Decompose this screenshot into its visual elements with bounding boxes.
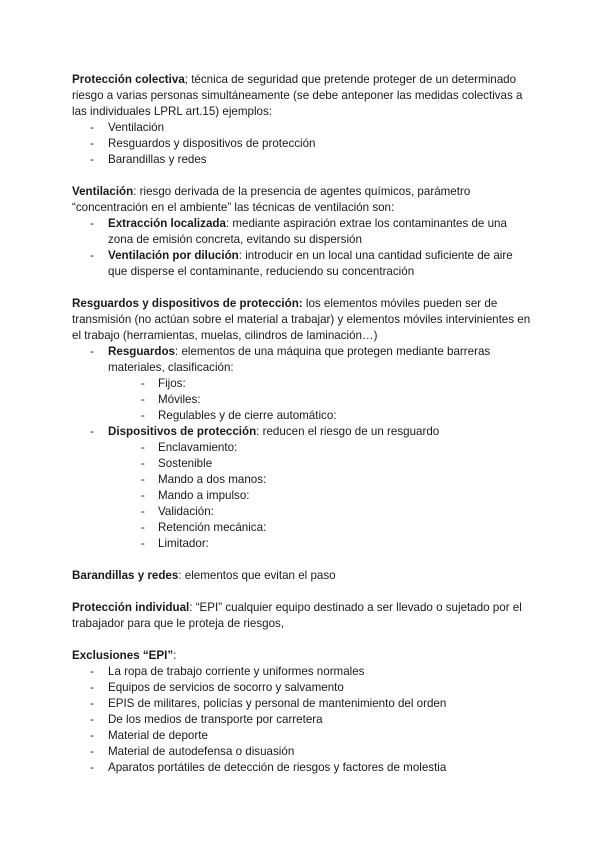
list-item: - Mando a dos manos: — [141, 473, 267, 486]
list-item: - EPIS de militares, policías y personal de mantenimiento del orden — [90, 697, 447, 710]
paragraph-ventilacion — [72, 184, 532, 216]
list-proteccion-colectiva — [90, 120, 530, 168]
list-item: - Material de deporte — [90, 729, 208, 742]
list-item: - De los medios de transporte por carretera — [90, 713, 323, 726]
list-item: - La ropa de trabajo corriente y uniformes normales — [90, 665, 365, 678]
list-item: - Enclavamiento: — [141, 441, 238, 454]
list-item: - Sostenible — [141, 457, 213, 470]
paragraph-resguardos-dispositivos — [72, 296, 532, 344]
list-item: - Regulables y de cierre automático: — [141, 409, 337, 422]
list-item: - Extracción localizada: mediante aspiración extrae los contaminantes de una zona de emisión concreta, evitando su dispersión — [90, 217, 507, 246]
paragraph-text: : — [173, 649, 177, 662]
list-item: - Equipos de servicios de socorro y salvamento — [90, 681, 344, 694]
list-item: - Resguardos: elementos de una máquina que protegen mediante barreras materiales, clasificación: — [90, 345, 491, 374]
list-item: - Validación: — [141, 505, 214, 518]
list-item: - Retención mecánica: — [141, 521, 267, 534]
list-item: - Resguardos y dispositivos de protección — [90, 137, 316, 150]
list-resguardos-tipos — [141, 376, 521, 424]
paragraph-proteccion-colectiva — [72, 72, 532, 120]
heading-proteccion-individual: Protección individual — [72, 601, 190, 614]
list-dispositivos — [90, 424, 530, 440]
list-item: - Fijos: — [141, 377, 186, 390]
list-item: - Ventilación — [90, 121, 165, 134]
list-item: - Limitador: — [141, 537, 209, 550]
heading-proteccion-colectiva: Protección colectiva — [72, 73, 185, 86]
list-item: - Mando a impulso: — [141, 489, 250, 502]
paragraph-exclusiones-epi — [72, 648, 532, 664]
list-item: - Ventilación por dilución: introducir en un local una cantidad suficiente de aire que disperse el contaminante, reduciendo su concentración — [90, 249, 513, 278]
list-item: - Barandillas y redes — [90, 153, 207, 166]
list-resguardos — [90, 344, 530, 376]
paragraph-barandillas-redes — [72, 568, 532, 584]
heading-ventilacion: Ventilación — [72, 185, 134, 198]
paragraph-text: : “EPI” cualquier equipo destinado a ser llevado o sujetado por el trabajador para que le proteja de riesgos, — [72, 601, 522, 630]
heading-barandillas-redes: Barandillas y redes — [72, 569, 179, 582]
paragraph-text: : elementos que evitan el paso — [178, 569, 336, 582]
list-exclusiones-epi — [90, 664, 530, 776]
list-ventilacion — [90, 216, 530, 280]
list-item: - Aparatos portátiles de detección de riesgos y factores de molestia — [90, 761, 447, 774]
list-dispositivos-tipos — [141, 440, 521, 552]
paragraph-text: los elementos móviles pueden ser de transmisión (no actúan sobre el material a trabajar) y elementos móviles intervinientes en el trabajo (herramientas, muelas, cilindros de laminación…) — [72, 297, 531, 342]
list-item: - Móviles: — [141, 393, 201, 406]
list-item: - Dispositivos de protección: reducen el riesgo de un resguardo — [90, 425, 440, 438]
heading-resguardos-dispositivos: Resguardos y dispositivos de protección: — [72, 297, 303, 310]
paragraph-proteccion-individual — [72, 600, 532, 632]
list-item: - Material de autodefensa o disuasión — [90, 745, 295, 758]
heading-exclusiones-epi: Exclusiones “EPI” — [72, 649, 174, 662]
paragraph-text: : riesgo derivada de la presencia de agentes químicos, parámetro “concentración en el ambiente” las técnicas de ventilación son: — [72, 185, 471, 214]
paragraph-text: ; técnica de seguridad que pretende proteger de un determinado riesgo a varias personas simultáneamente (se debe anteponer las medidas colectivas a las individuales LPRL art.15) ejemplos: — [72, 73, 523, 118]
